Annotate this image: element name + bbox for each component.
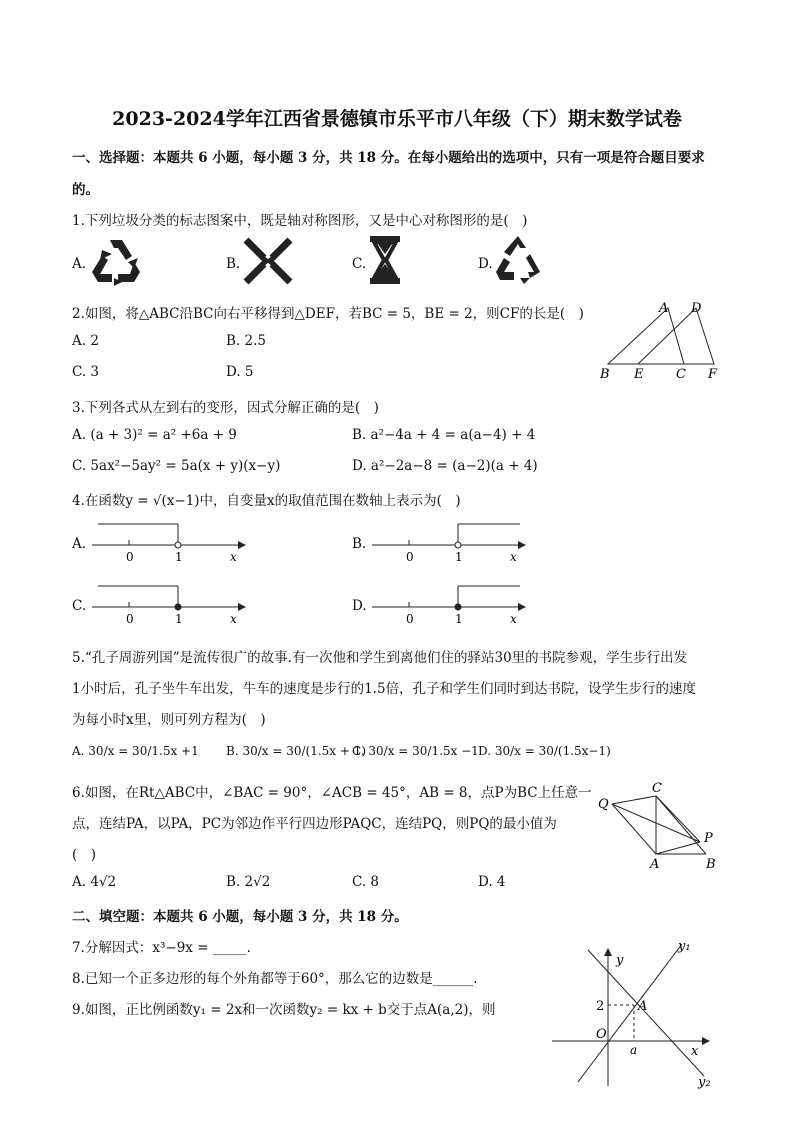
q9-label-a: a bbox=[630, 1043, 638, 1057]
q6-label-c: C bbox=[652, 781, 662, 796]
hourglass-icon bbox=[366, 234, 404, 286]
q6-parallelogram-figure bbox=[594, 780, 724, 870]
q3-option-a: A. (a + 3)² = a² +6a + 9 bbox=[72, 427, 237, 443]
q7-stem: 7.分解因式：x³−9x = _____. bbox=[72, 940, 251, 956]
q9-function-graph bbox=[548, 936, 724, 1090]
q4-option-b: B. bbox=[352, 536, 367, 552]
q2-label-f: F bbox=[708, 367, 718, 382]
q9-stem: 9.如图，正比例函数y₁ = 2x和一次函数y₂ = kx + b交于点A(a,2)，则 bbox=[72, 1002, 496, 1018]
q1-option-b: B. bbox=[226, 256, 241, 272]
q9-label-y: y bbox=[616, 953, 624, 968]
q3-stem: 3.下列各式从左到右的变形，因式分解正确的是( ) bbox=[72, 400, 379, 416]
cross-arrows-icon bbox=[240, 234, 296, 288]
q9-label-y2: y₂ bbox=[698, 1075, 711, 1090]
q6-option-d: D. 4 bbox=[478, 874, 506, 890]
tick-1: 1 bbox=[455, 550, 463, 564]
recycle-triangle-icon bbox=[494, 234, 542, 286]
q4-option-a: A. bbox=[72, 536, 87, 552]
q6-line1: 6.如图，在Rt△ABC中，∠BAC = 90°，∠ACB = 45°，AB = 8，点P为BC上任意一 bbox=[72, 785, 592, 801]
q2-label-e: E bbox=[634, 367, 644, 382]
q5-option-d: D. 30/x = 30/(1.5x−1) bbox=[478, 744, 611, 758]
section1-heading-line2: 的。 bbox=[72, 182, 99, 198]
tick-0: 0 bbox=[126, 612, 134, 626]
q2-option-a: A. 2 bbox=[72, 333, 99, 349]
q6-option-a: A. 4√2 bbox=[72, 874, 117, 890]
q8-stem: 8.已知一个正多边形的每个外角都等于60°，那么它的边数是______. bbox=[72, 971, 478, 987]
q2-label-d: D bbox=[691, 301, 702, 316]
tick-0: 0 bbox=[406, 550, 414, 564]
q9-label-2: 2 bbox=[596, 999, 605, 1014]
q5-line3: 为每小时x里，则可列方程为( ) bbox=[72, 712, 266, 728]
q1-option-d: D. bbox=[478, 256, 493, 272]
q5-option-a: A. 30/x = 30/1.5x +1 bbox=[72, 744, 199, 758]
q4-number-line-a bbox=[88, 518, 248, 566]
tick-1: 1 bbox=[175, 550, 183, 564]
q1-option-a: A. bbox=[72, 256, 87, 272]
tick-0: 0 bbox=[406, 612, 414, 626]
recycle-icon bbox=[88, 236, 144, 286]
q6-line2: 点，连结PA，以PA，PC为邻边作平行四边形PAQC，连结PQ，则PQ的最小值为 bbox=[72, 816, 557, 832]
q9-label-y1: y₁ bbox=[678, 939, 691, 954]
q2-option-c: C. 3 bbox=[72, 364, 100, 380]
q5-line2: 1小时后，孔子坐牛车出发，牛车的速度是步行的1.5倍，孔子和学生们同时到达书院，设学生步行的速度 bbox=[72, 681, 697, 697]
axis-x: x bbox=[510, 550, 517, 564]
axis-x: x bbox=[510, 612, 517, 626]
q5-option-c: C. 30/x = 30/1.5x −1 bbox=[352, 744, 479, 758]
tick-1: 1 bbox=[455, 612, 463, 626]
q4-option-c: C. bbox=[72, 598, 87, 614]
q9-label-x: x bbox=[691, 1044, 699, 1059]
q3-option-b: B. a²−4a + 4 = a(a−4) + 4 bbox=[352, 427, 536, 443]
q2-stem: 2.如图，将△ABC沿BC向右平移得到△DEF，若BC = 5，BE = 2，则CF的长是( ) bbox=[72, 306, 584, 322]
q9-label-a-point: A bbox=[638, 999, 648, 1014]
q1-stem: 1.下列垃圾分类的标志图案中，既是轴对称图形，又是中心对称图形的是( ) bbox=[72, 213, 528, 229]
q6-option-b: B. 2√2 bbox=[226, 874, 271, 890]
q2-label-c: C bbox=[676, 367, 686, 382]
q2-triangle-figure bbox=[596, 296, 726, 382]
q1-option-c: C. bbox=[352, 256, 367, 272]
axis-x: x bbox=[230, 550, 237, 564]
q5-option-b: B. 30/x = 30/(1.5x + 1) bbox=[226, 744, 367, 758]
q3-option-c: C. 5ax²−5ay² = 5a(x + y)(x−y) bbox=[72, 458, 281, 474]
q4-option-d: D. bbox=[352, 598, 367, 614]
q4-stem: 4.在函数y = √(x−1)中，自变量x的取值范围在数轴上表示为( ) bbox=[72, 493, 461, 509]
q4-number-line-d bbox=[368, 580, 528, 628]
q6-label-q: Q bbox=[598, 797, 609, 812]
q2-label-a: A bbox=[659, 301, 669, 316]
q5-line1: 5.“孔子周游列国”是流传很广的故事.有一次他和学生到离他们住的驿站30里的书院参观，学生步行出发 bbox=[72, 650, 688, 666]
q6-line3: ( ) bbox=[72, 847, 97, 863]
q4-number-line-b bbox=[368, 518, 528, 566]
q6-option-c: C. 8 bbox=[352, 874, 380, 890]
q6-label-p: P bbox=[704, 831, 713, 846]
q2-option-d: D. 5 bbox=[226, 364, 254, 380]
q4-number-line-c bbox=[88, 580, 248, 628]
tick-0: 0 bbox=[126, 550, 134, 564]
tick-1: 1 bbox=[175, 612, 183, 626]
axis-x: x bbox=[230, 612, 237, 626]
q9-label-o: O bbox=[596, 1027, 607, 1042]
q2-label-b: B bbox=[600, 367, 610, 382]
section1-heading-line1: 一、选择题：本题共 6 小题，每小题 3 分，共 18 分。在每小题给出的选项中，只有一项是符合题目要求 bbox=[72, 150, 705, 166]
q6-label-b: B bbox=[706, 857, 716, 870]
q2-option-b: B. 2.5 bbox=[226, 333, 266, 349]
q6-label-a: A bbox=[650, 857, 660, 870]
page-title: 2023-2024学年江西省景德镇市乐平市八年级（下）期末数学试卷 bbox=[112, 108, 682, 130]
q3-option-d: D. a²−2a−8 = (a−2)(a + 4) bbox=[352, 458, 538, 474]
section2-heading: 二、填空题：本题共 6 小题，每小题 3 分，共 18 分。 bbox=[72, 909, 408, 925]
